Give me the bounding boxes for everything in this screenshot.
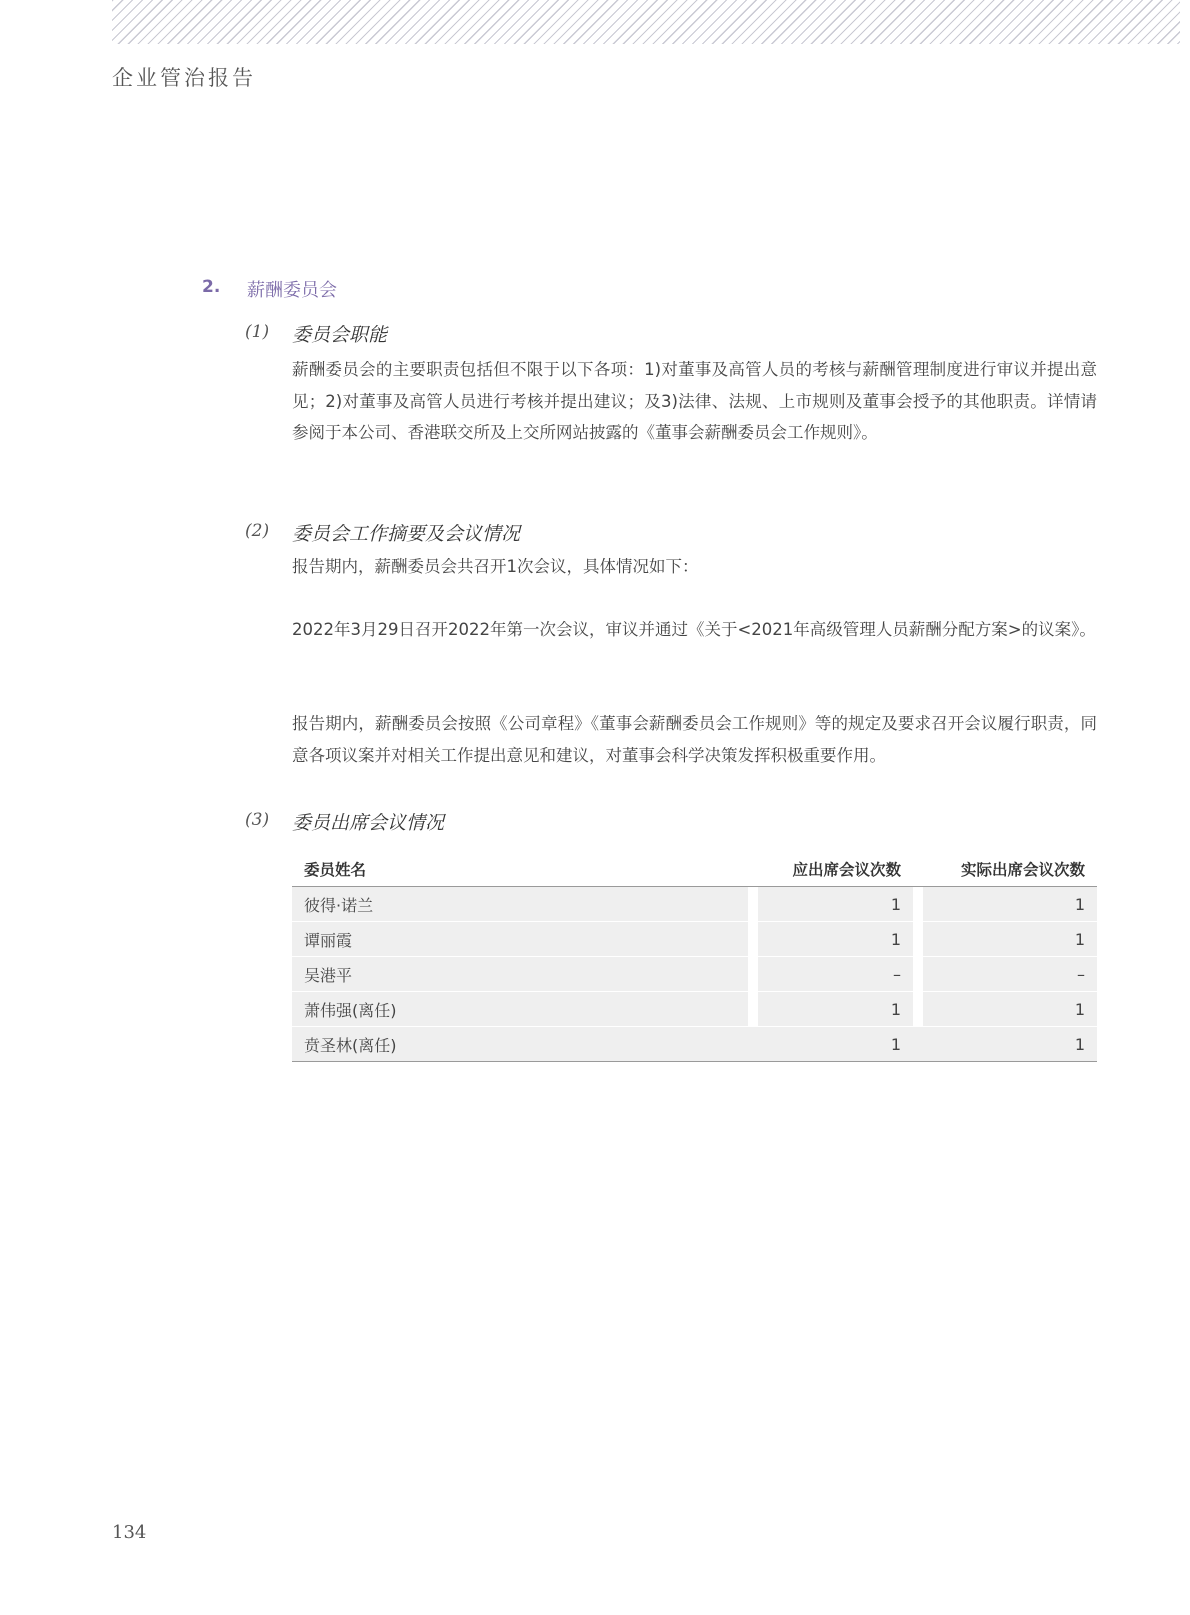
table-header-row [292, 852, 1097, 887]
section-title: 薪酬委员会 [247, 280, 337, 301]
subsection-1-title: 委员会职能 [292, 324, 388, 346]
running-title: 企业管治报告 [112, 66, 256, 90]
section-number: 2. [202, 277, 221, 297]
table-row [292, 1027, 1097, 1062]
table-row [292, 992, 1097, 1027]
required-count: 1 [758, 1027, 913, 1062]
attendance-table [292, 852, 1097, 1062]
subsection-2-paragraph-1: 报告期内，薪酬委员会共召开1次会议，具体情况如下： [292, 557, 699, 576]
subsection-1-number: (1) [245, 322, 270, 342]
table-row [292, 957, 1097, 992]
page-number: 134 [112, 1522, 147, 1543]
subsection-2-number: (2) [245, 521, 270, 541]
header-hatch-band [112, 0, 1180, 44]
required-count: 1 [758, 887, 913, 922]
required-count: 1 [758, 992, 913, 1027]
required-count: 1 [758, 922, 913, 957]
member-name: 萧伟强(离任) [292, 992, 748, 1027]
required-count: – [758, 957, 913, 992]
table-row [292, 887, 1097, 922]
member-name: 谭丽霞 [292, 922, 748, 957]
header-member-name: 委员姓名 [292, 852, 748, 887]
member-name: 贲圣林(离任) [292, 1027, 748, 1062]
subsection-2-paragraph-2: 2022年3月29日召开2022年第一次会议，审议并通过《关于<2021年高级管理人员薪酬分配方案>的议案》。 [292, 620, 1096, 639]
subsection-3-title: 委员出席会议情况 [292, 812, 445, 834]
actual-count: – [923, 957, 1097, 992]
actual-count: 1 [923, 922, 1097, 957]
header-required-attendance: 应出席会议次数 [758, 852, 913, 887]
subsection-2-paragraph-3: 报告期内，薪酬委员会按照《公司章程》《董事会薪酬委员会工作规则》等的规定及要求召开会议履行职责，同意各项议案并对相关工作提出意见和建议，对董事会科学决策发挥积极重要作用。 [292, 714, 1097, 765]
subsection-3-number: (3) [245, 810, 270, 830]
member-name: 吴港平 [292, 957, 748, 992]
member-name: 彼得·诺兰 [292, 887, 748, 922]
actual-count: 1 [923, 992, 1097, 1027]
header-actual-attendance: 实际出席会议次数 [923, 852, 1097, 887]
subsection-1-paragraph: 薪酬委员会的主要职责包括但不限于以下各项：1)对董事及高管人员的考核与薪酬管理制度进行审议并提出意见；2)对董事及高管人员进行考核并提出建议；及3)法律、法规、上市规则及董事会授予的其他职责。详情请参阅于本公司、香港联交所及上交所网站披露的《董事会薪酬委员会工作规则》。 [292, 360, 1097, 442]
table-row [292, 922, 1097, 957]
subsection-2-title: 委员会工作摘要及会议情况 [292, 523, 521, 545]
actual-count: 1 [923, 887, 1097, 922]
actual-count: 1 [923, 1027, 1097, 1062]
